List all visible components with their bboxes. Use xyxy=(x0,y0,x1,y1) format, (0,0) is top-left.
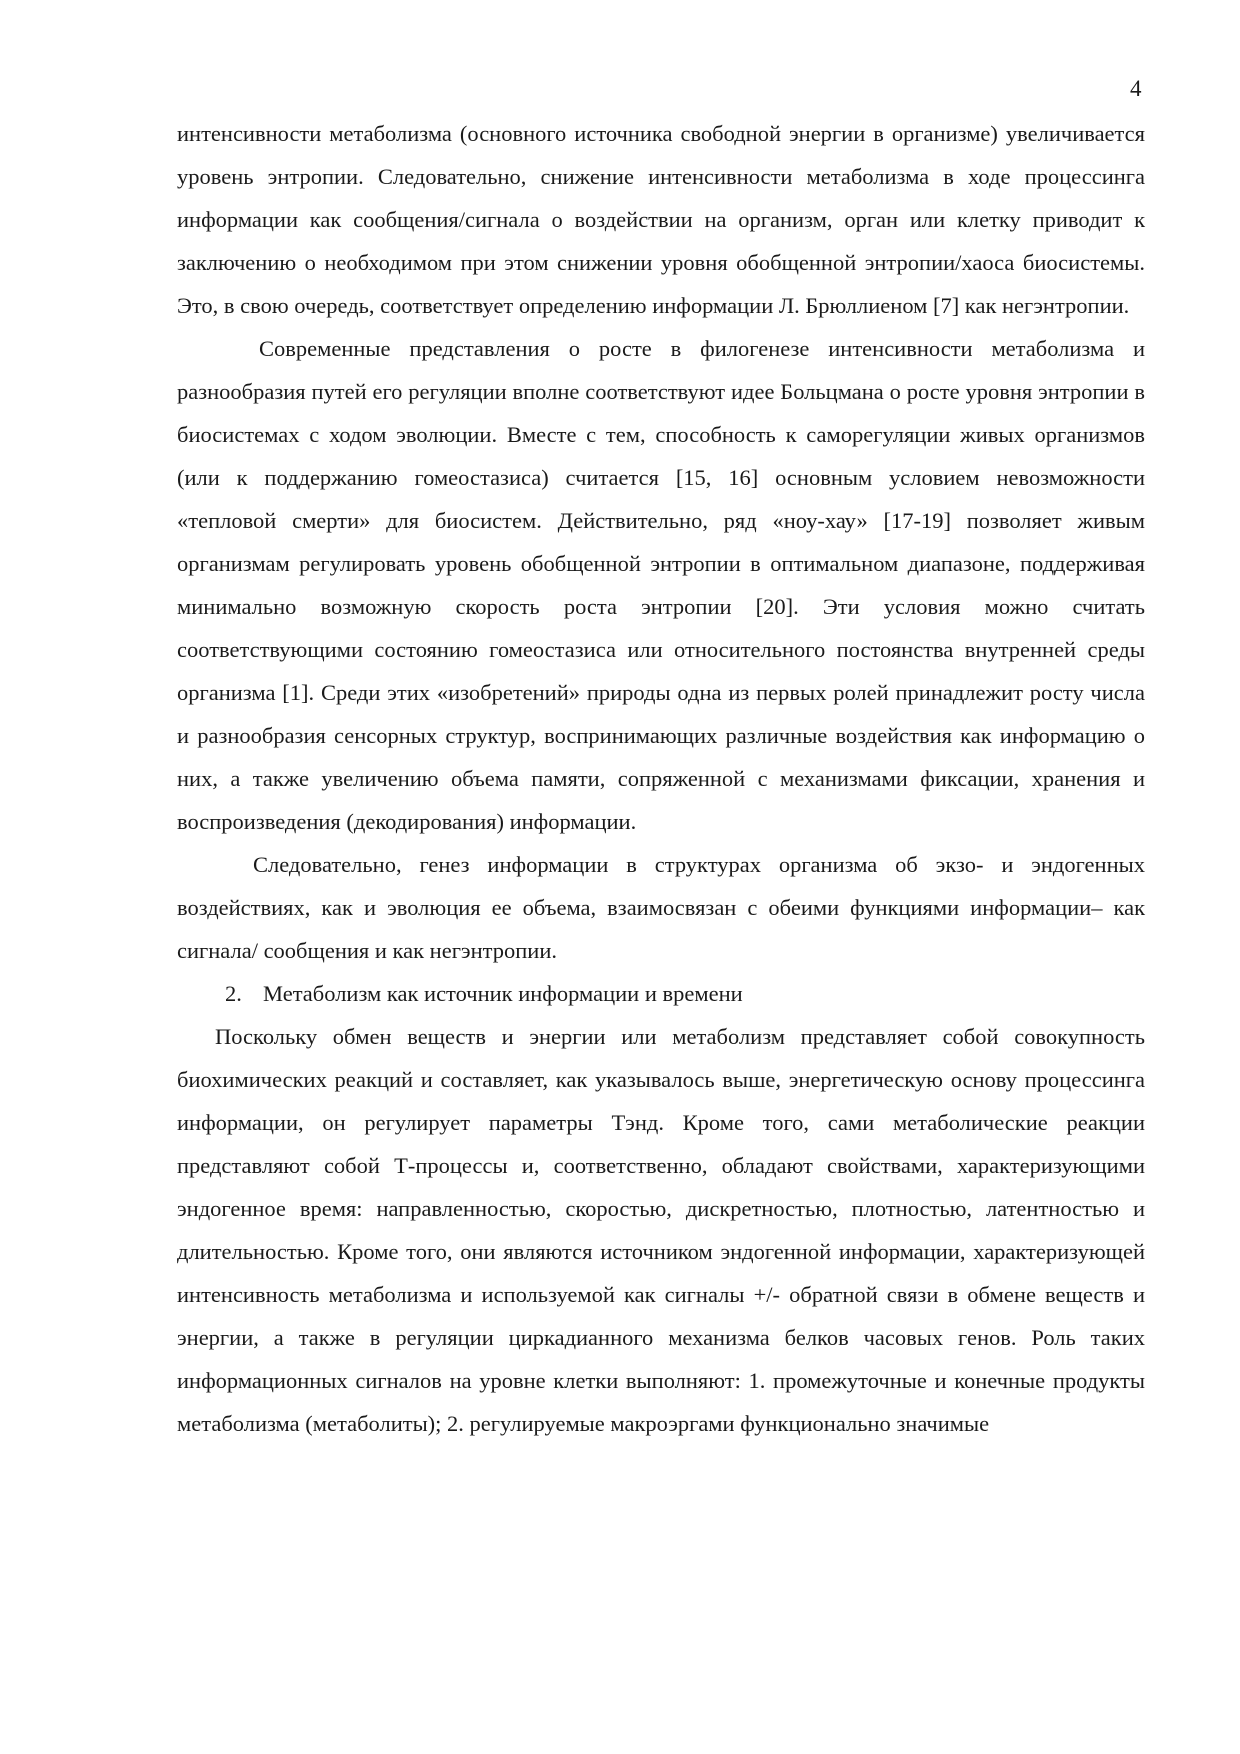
section-heading xyxy=(177,972,1145,1015)
paragraph-homeostasis: Современные представления о росте в филогенезе интенсивности метаболизма и разнообразия путей его регуляции вполне соответствуют идее Больцмана о росте уровня энтропии в биосистемах с ходом эволюции. Вместе с тем, способность к саморегуляции живых организмов (или к поддержанию гомеостазиса) считается [15, 16] основным условием невозможности «тепловой смерти» для биосистем. Действительно, ряд «ноу-хау» [17-19] позволяет живым организмам регулировать уровень обобщенной энтропии в оптимальном диапазоне, поддерживая минимально возможную скорость роста энтропии [20]. Эти условия можно считать соответствующими состоянию гомеостазиса или относительного постоянства внутренней среды организма [1]. Среди этих «изобретений» природы одна из первых ролей принадлежит росту числа и разнообразия сенсорных структур, воспринимающих различные воздействия как информацию о них, а также увеличению объема памяти, сопряженной с механизмами фиксации, хранения и воспроизведения (декодирования) информации. xyxy=(177,336,1145,834)
paragraph-metabolism-source: Поскольку обмен веществ и энергии или метаболизм представляет собой совокупность биохимических реакций и составляет, как указывалось выше, энергетическую основу процессинга информации, он регулирует параметры Тэнд. Кроме того, сами метаболические реакции представляют собой Т-процессы и, соответственно, обладают свойствами, характеризующими эндогенное время: направленностью, скоростью, дискретностью, плотностью, латентностью и длительностью. Кроме того, они являются источником эндогенной информации, характеризующей интенсивность метаболизма и используемой как сигналы +/- обратной связи в обмене веществ и энергии, а также в регуляции циркадианного механизма белков часовых генов. Роль таких информационных сигналов на уровне клетки выполняют: 1. промежуточные и конечные продукты метаболизма (метаболиты); 2. регулируемые макроэргами функционально значимые xyxy=(177,1024,1145,1436)
page-number: 4 xyxy=(1130,76,1142,101)
body-text xyxy=(177,112,1145,1445)
paragraph-entropy-metabolism: интенсивности метаболизма (основного источника свободной энергии в организме) увеличивается уровень энтропии. Следовательно, снижение интенсивности метаболизма в ходе процессинга информации как сообщения/сигнала о воздействии на организм, орган или клетку приводит к заключению о необходимом при этом снижении уровня обобщенной энтропии/хаоса биосистемы. Это, в свою очередь, соответствует определению информации Л. Брюллиеном [7] как негэнтропии. xyxy=(177,121,1145,318)
section-title: Метаболизм как источник информации и времени xyxy=(263,981,743,1006)
section-number: 2. xyxy=(225,981,242,1006)
paragraph-information-genesis: Следовательно, генез информации в структурах организма об экзо- и эндогенных воздействиях, как и эволюция ее объема, взаимосвязан с обеими функциями информации– как сигнала/ сообщения и как негэнтропии. xyxy=(177,852,1145,963)
